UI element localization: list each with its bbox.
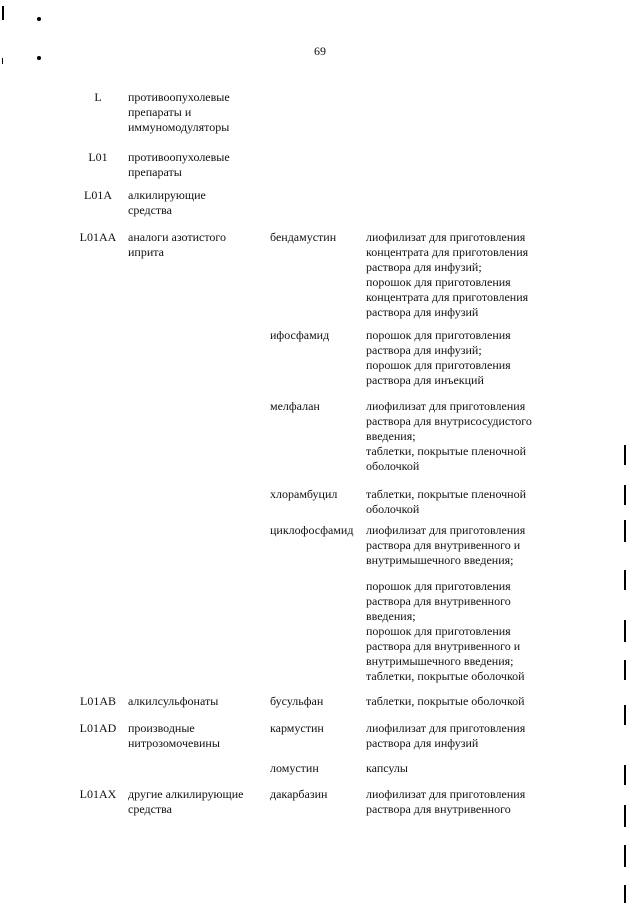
table-row (0, 188, 640, 230)
atc-code: L (94, 90, 102, 104)
scan-dot-1 (37, 17, 41, 21)
drug-name: циклофосфамид (270, 523, 354, 537)
table-row (0, 721, 640, 761)
atc-code: L01AA (79, 230, 117, 244)
table-row (0, 230, 640, 328)
dosage-form: лиофилизат для приготовления концентрата для приготовления раствора для инфузий; порошок для приготовления концентрата для приготовления раствора для инфузий (366, 230, 529, 319)
page-number: 69 (314, 44, 326, 58)
dosage-form: таблетки, покрытые оболочкой (366, 694, 525, 708)
drug-name: хлорамбуцил (270, 487, 338, 501)
table-row (0, 150, 640, 188)
table-row (0, 328, 640, 399)
scan-mark-right-11 (624, 885, 626, 903)
drug-name: бусульфан (270, 694, 324, 708)
table-row (0, 694, 640, 721)
atc-code: L01A (84, 188, 112, 202)
drug-name: бендамустин (270, 230, 337, 244)
atc-code: L01AX (79, 787, 117, 801)
anatomical-therapeutic-group: противоопухолевые препараты (128, 150, 230, 179)
anatomical-therapeutic-group: производные нитрозомочевины (128, 721, 220, 750)
anatomical-therapeutic-group: противоопухолевые препараты и иммуномодуляторы (128, 90, 230, 134)
table-row (0, 90, 640, 150)
scan-mark-top-left (2, 6, 4, 20)
atc-code: L01AB (80, 694, 116, 708)
dosage-form: лиофилизат для приготовления раствора для внутривенного и внутримышечного введения; (366, 523, 526, 567)
drug-name: дакарбазин (270, 787, 328, 801)
anatomical-therapeutic-group: аналоги азотистого иприта (128, 230, 227, 259)
table-row (0, 787, 640, 821)
scan-mark-right-10 (624, 845, 626, 867)
dosage-form: таблетки, покрытые пленочной оболочкой (366, 487, 527, 516)
dosage-form: порошок для приготовления раствора для внутривенного введения; порошок для приготовления раствора для внутривенного и внутримышечного введения; таблетки, покрытые оболочкой (366, 579, 525, 683)
atc-code: L01 (88, 150, 108, 164)
anatomical-therapeutic-group: другие алкилирующие средства (128, 787, 244, 816)
drug-name: кармустин (270, 721, 324, 735)
table-row (0, 579, 640, 694)
dosage-form: лиофилизат для приготовления раствора для инфузий (366, 721, 526, 750)
dosage-form: порошок для приготовления раствора для инфузий; порошок для приготовления раствора для инъекций (366, 328, 511, 387)
table-row (0, 523, 640, 579)
table-row (0, 761, 640, 787)
table-row (0, 399, 640, 487)
dosage-form: лиофилизат для приготовления раствора для внутривенного (366, 787, 526, 816)
drug-name: ифосфамид (270, 328, 330, 342)
drug-table (0, 90, 640, 821)
dosage-form: лиофилизат для приготовления раствора для внутрисосудистого введения; таблетки, покрытые пленочной оболочкой (366, 399, 532, 473)
drug-name: мелфалан (270, 399, 320, 413)
atc-code: L01AD (79, 721, 117, 735)
dosage-form: капсулы (366, 761, 408, 775)
drug-name: ломустин (270, 761, 319, 775)
anatomical-therapeutic-group: алкилсульфонаты (128, 694, 219, 708)
anatomical-therapeutic-group: алкилирующие средства (128, 188, 206, 217)
table-row (0, 487, 640, 523)
